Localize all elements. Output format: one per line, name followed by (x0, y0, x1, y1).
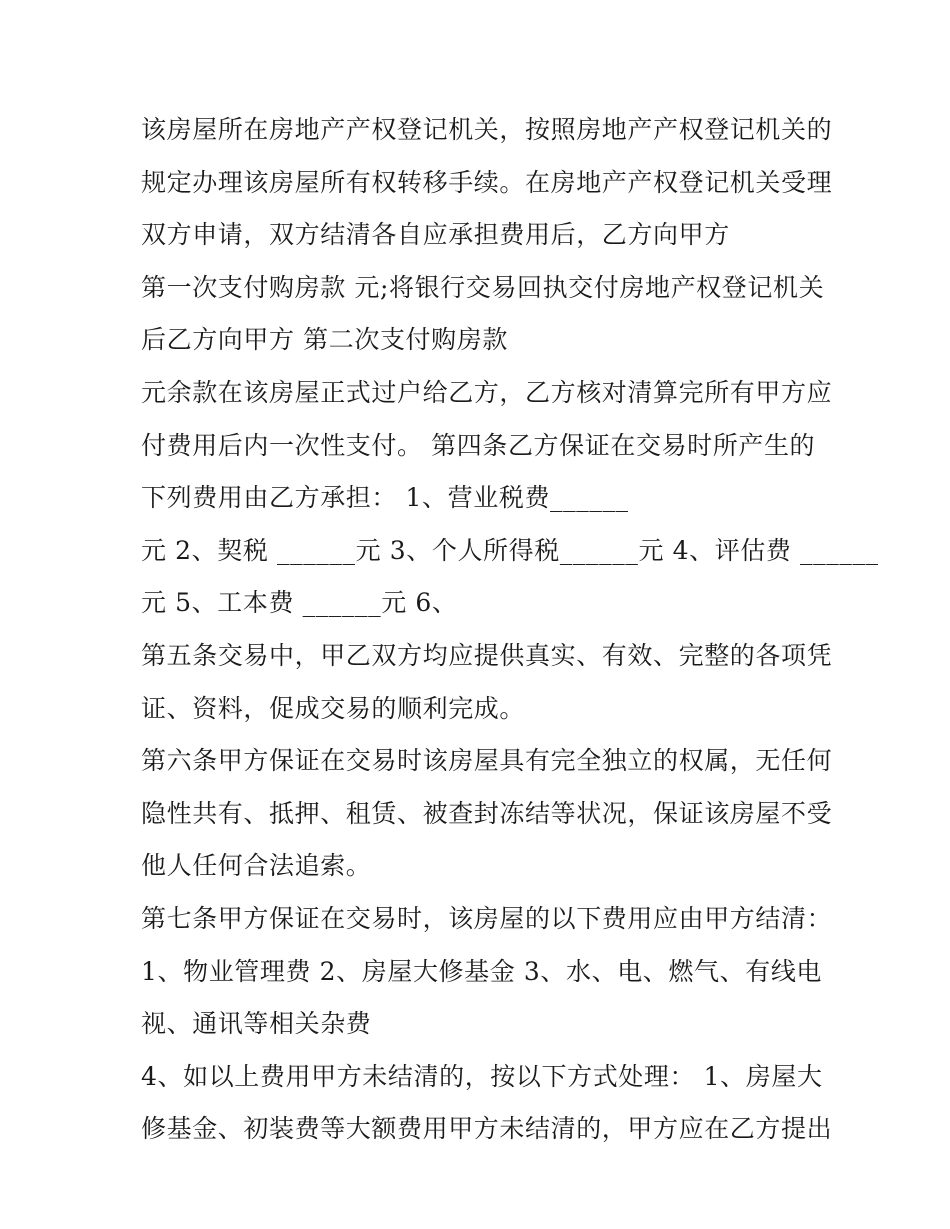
text-line: 1、物业管理费 2、房屋大修基金 3、水、电、燃气、有线电 (141, 956, 823, 986)
text-line: 第七条甲方保证在交易时，该房屋的以下费用应由甲方结清： (141, 903, 833, 933)
text-line: 第一次支付购房款 元;将银行交易回执交付房地产权登记机关 (141, 272, 825, 302)
text-line: 隐性共有、抵押、租赁、被查封冻结等状况，保证该房屋不受 (141, 798, 833, 828)
text-line: 修基金、初装费等大额费用甲方未结清的，甲方应在乙方提出 (141, 1114, 833, 1144)
text-line: 后乙方向甲方 第二次支付购房款 (141, 325, 508, 355)
text-line: 证、资料，促成交易的顺利完成。 (141, 693, 526, 723)
text-line: 元 5、工本费 ______元 6、 (141, 588, 458, 618)
text-line: 他人任何合法追索。 (141, 851, 372, 881)
text-line: 视、通讯等相关杂费 (141, 1009, 372, 1039)
text-line: 元余款在该房屋正式过户给乙方，乙方核对清算完所有甲方应 (141, 377, 833, 407)
text-line: 第六条甲方保证在交易时该房屋具有完全独立的权属，无任何 (141, 746, 833, 776)
text-line: 付费用后内一次性支付。 第四条乙方保证在交易时所产生的 (141, 430, 816, 460)
text-line: 元 2、契税 ______元 3、个人所得税______元 4、评估费 ______ (141, 535, 879, 565)
contract-text (141, 104, 879, 1156)
text-line: 双方申请，双方结清各自应承担费用后，乙方向甲方 (141, 220, 730, 250)
text-line: 规定办理该房屋所有权转移手续。在房地产产权登记机关受理 (141, 167, 833, 197)
text-line: 该房屋所在房地产产权登记机关，按照房地产产权登记机关的 (141, 115, 833, 144)
text-line: 第五条交易中，甲乙双方均应提供真实、有效、完整的各项凭 (141, 640, 833, 670)
text-line: 4、如以上费用甲方未结清的，按以下方式处理： 1、房屋大 (141, 1061, 823, 1091)
text-line: 下列费用由乙方承担： 1、营业税费______ (141, 483, 629, 513)
